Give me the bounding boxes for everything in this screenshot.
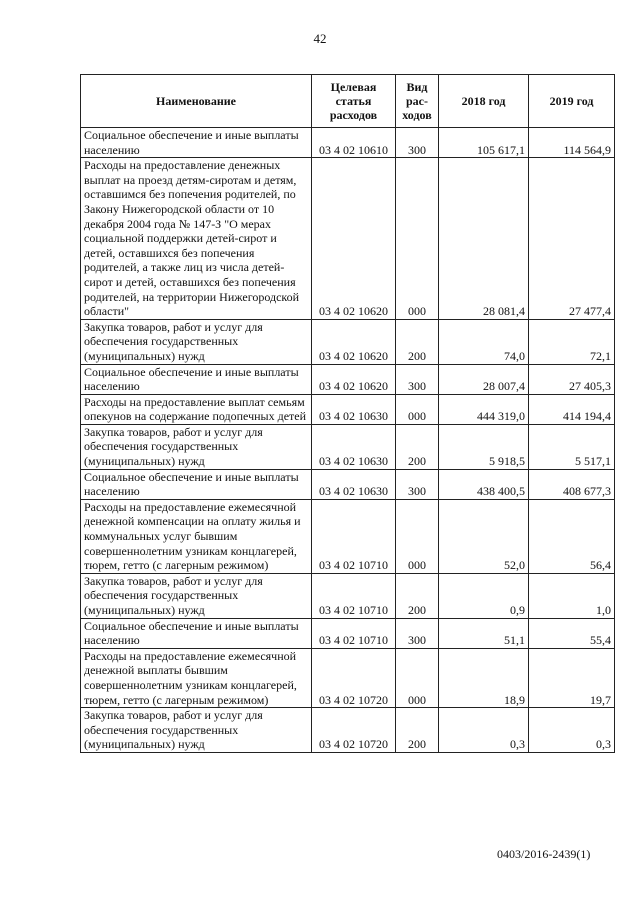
row-name: Социальное обеспечение и иные выплаты населению (81, 469, 312, 499)
row-amount-2019: 5 517,1 (529, 424, 615, 469)
table-row (81, 469, 615, 499)
row-target-article: 03 4 02 10710 (312, 573, 396, 618)
budget-table (80, 74, 615, 753)
table-row (81, 158, 615, 320)
table-row (81, 319, 615, 364)
row-target-article: 03 4 02 10630 (312, 469, 396, 499)
row-expense-type: 200 (396, 573, 439, 618)
table-row (81, 424, 615, 469)
row-amount-2019: 114 564,9 (529, 128, 615, 158)
row-target-article: 03 4 02 10630 (312, 424, 396, 469)
row-name: Закупка товаров, работ и услуг для обеспечения государственных (муниципальных) нужд (81, 424, 312, 469)
row-amount-2019: 0,3 (529, 708, 615, 753)
row-target-article: 03 4 02 10710 (312, 499, 396, 573)
row-amount-2018: 52,0 (439, 499, 529, 573)
row-expense-type: 300 (396, 364, 439, 394)
row-name: Закупка товаров, работ и услуг для обеспечения государственных (муниципальных) нужд (81, 319, 312, 364)
row-expense-type: 000 (396, 158, 439, 320)
row-amount-2018: 51,1 (439, 618, 529, 648)
row-name: Расходы на предоставление ежемесячной денежной компенсации на оплату жилья и коммунальных услуг бывшим совершеннолетним узникам концлагерей, тюрем, гетто (с лагерным режимом) (81, 499, 312, 573)
row-name: Социальное обеспечение и иные выплаты населению (81, 364, 312, 394)
row-amount-2018: 105 617,1 (439, 128, 529, 158)
row-amount-2019: 27 477,4 (529, 158, 615, 320)
row-amount-2019: 56,4 (529, 499, 615, 573)
row-expense-type: 300 (396, 128, 439, 158)
row-expense-type: 000 (396, 648, 439, 707)
row-amount-2018: 28 007,4 (439, 364, 529, 394)
row-target-article: 03 4 02 10720 (312, 648, 396, 707)
header-target-article: Целевая статья расходов (312, 75, 396, 128)
row-expense-type: 200 (396, 319, 439, 364)
row-amount-2018: 5 918,5 (439, 424, 529, 469)
row-expense-type: 000 (396, 394, 439, 424)
row-name: Социальное обеспечение и иные выплаты населению (81, 128, 312, 158)
row-name: Социальное обеспечение и иные выплаты населению (81, 618, 312, 648)
row-target-article: 03 4 02 10720 (312, 708, 396, 753)
row-expense-type: 200 (396, 708, 439, 753)
row-amount-2018: 438 400,5 (439, 469, 529, 499)
table-row (81, 618, 615, 648)
row-amount-2019: 27 405,3 (529, 364, 615, 394)
row-target-article: 03 4 02 10630 (312, 394, 396, 424)
row-expense-type: 300 (396, 469, 439, 499)
row-amount-2019: 19,7 (529, 648, 615, 707)
row-expense-type: 200 (396, 424, 439, 469)
table-row (81, 573, 615, 618)
row-expense-type: 300 (396, 618, 439, 648)
row-target-article: 03 4 02 10710 (312, 618, 396, 648)
row-amount-2018: 74,0 (439, 319, 529, 364)
row-amount-2019: 1,0 (529, 573, 615, 618)
row-amount-2019: 55,4 (529, 618, 615, 648)
table-row (81, 364, 615, 394)
row-amount-2018: 444 319,0 (439, 394, 529, 424)
row-name: Расходы на предоставление выплат семьям опекунов на содержание подопечных детей (81, 394, 312, 424)
row-target-article: 03 4 02 10610 (312, 128, 396, 158)
row-name: Расходы на предоставление ежемесячной денежной выплаты бывшим совершеннолетним узникам концлагерей, тюрем, гетто (с лагерным режимом) (81, 648, 312, 707)
header-expense-type: Вид рас-ходов (396, 75, 439, 128)
row-amount-2019: 414 194,4 (529, 394, 615, 424)
row-expense-type: 000 (396, 499, 439, 573)
table-row (81, 499, 615, 573)
row-amount-2019: 408 677,3 (529, 469, 615, 499)
header-name: Наименование (81, 75, 312, 128)
row-amount-2018: 0,9 (439, 573, 529, 618)
table-row (81, 394, 615, 424)
row-target-article: 03 4 02 10620 (312, 158, 396, 320)
row-amount-2019: 72,1 (529, 319, 615, 364)
row-name: Расходы на предоставление денежных выплат на проезд детям-сиротам и детям, оставшимся без попечения родителей, по Закону Нижегородской области от 10 декабря 2004 года № 147-З "О мерах социальной поддержки детей-сирот и детей, оставшихся без попечения родителей, а также лиц из числа детей-сирот и детей, оставшихся без попечения родителей, на территории Нижегородской области" (81, 158, 312, 320)
table-header-row (81, 75, 615, 128)
row-name: Закупка товаров, работ и услуг для обеспечения государственных (муниципальных) нужд (81, 573, 312, 618)
document-code: 0403/2016-2439(1) (497, 847, 591, 861)
row-amount-2018: 28 081,4 (439, 158, 529, 320)
table-row (81, 128, 615, 158)
table-row (81, 648, 615, 707)
header-year-2018: 2018 год (439, 75, 529, 128)
row-name: Закупка товаров, работ и услуг для обеспечения государственных (муниципальных) нужд (81, 708, 312, 753)
row-target-article: 03 4 02 10620 (312, 364, 396, 394)
table-row (81, 708, 615, 753)
row-amount-2018: 18,9 (439, 648, 529, 707)
page-number: 42 (313, 31, 327, 46)
header-year-2019: 2019 год (529, 75, 615, 128)
row-amount-2018: 0,3 (439, 708, 529, 753)
row-target-article: 03 4 02 10620 (312, 319, 396, 364)
